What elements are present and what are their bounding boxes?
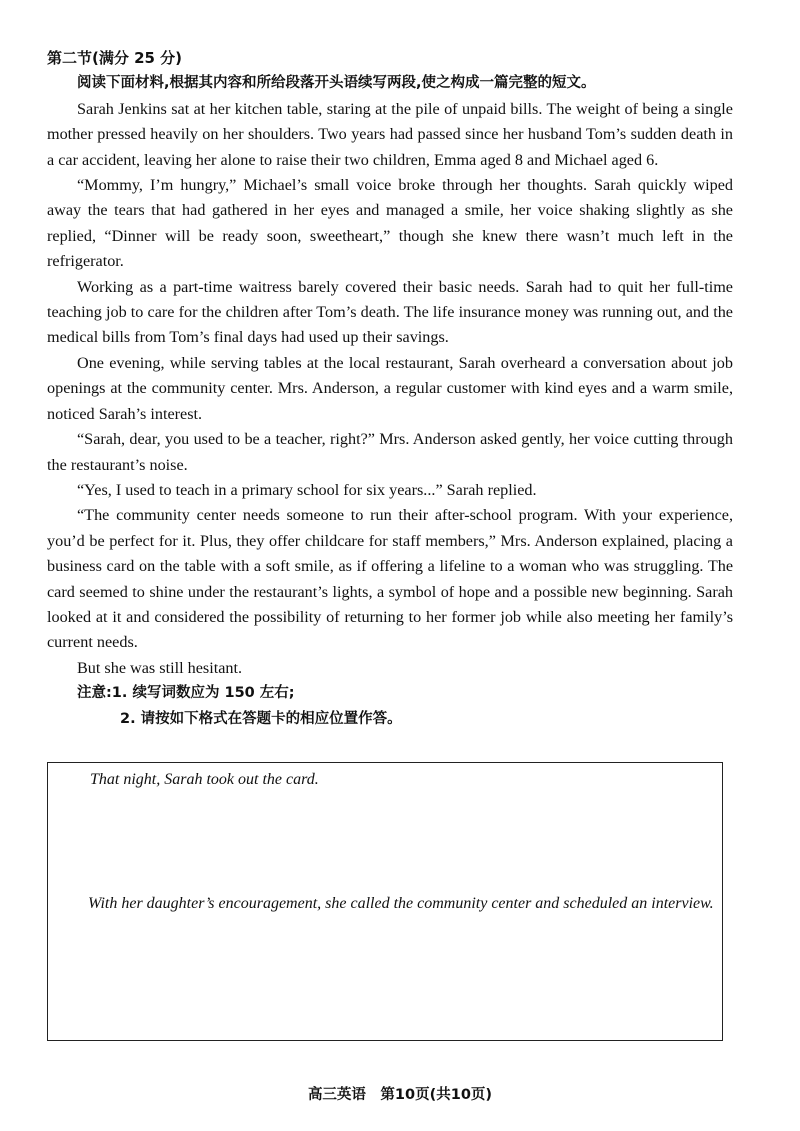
paragraph: One evening, while serving tables at the local restaurant, Sarah overheard a conversation about job openings at the community center. Mrs. Anderson, a regular customer with kind eyes and a warm smile, noticed Sarah’s interest. [47,353,733,423]
opening-sentence-1: That night, Sarah took out the card. [90,771,319,788]
page-footer: 高三英语 第10页(共10页) [307,1087,493,1103]
paragraph: Working as a part-time waitress barely covered their basic needs. Sarah had to quit her full-time teaching job to care for the children after Tom’s death. The life insurance money was running out, and the medical bills from Tom’s final days had used up their savings. [47,277,733,347]
note-1: 注意:1. 续写词数应为 150 左右; [77,685,295,702]
answer-box [47,762,723,1041]
instruction: 阅读下面材料,根据其内容和所给段落开头语续写两段,使之构成一篇完整的短文。 [77,75,596,92]
paragraph: “The community center needs someone to run their after-school program. With your experience, you’d be perfect for it. Plus, they offer childcare for staff members,” Mrs. Anderson explained, placing a business card on the table with a soft smile, as if offering a lifeline to a woman who was struggling. The card seemed to shine under the restaurant’s lights, a symbol of hope and a possible new beginning. Sarah looked at it and considered the possibility of returning to her former job while also meeting her family’s current needs. [47,506,733,652]
opening-sentence-2: With her daughter’s encouragement, she called the community center and scheduled an interview. [88,895,714,912]
note-2: 2. 请按如下格式在答题卡的相应位置作答。 [120,710,402,727]
passage [47,46,733,732]
paragraph: But she was still hesitant. [77,658,243,677]
paragraph: “Mommy, I’m hungry,” Michael’s small voice broke through her thoughts. Sarah quickly wiped away the tears that had gathered in her eyes and managed a smile, her voice shaking slightly as she replied, “Dinner will be ready soon, sweetheart,” though she knew there wasn’t much left in the refrigerator. [47,176,733,271]
paragraph: Sarah Jenkins sat at her kitchen table, staring at the pile of unpaid bills. The weight of being a single mother pressed heavily on her shoulders. Two years had passed since her husband Tom’s sudden death in a car accident, leaving her alone to raise their two children, Emma aged 8 and Michael aged 6. [47,99,733,169]
section-title: 第二节(满分 25 分) [47,49,183,67]
paragraph: “Sarah, dear, you used to be a teacher, right?” Mrs. Anderson asked gently, her voice cutting through the restaurant’s noise. [47,430,733,474]
paragraph: “Yes, I used to teach in a primary school for six years...” Sarah replied. [77,480,537,499]
